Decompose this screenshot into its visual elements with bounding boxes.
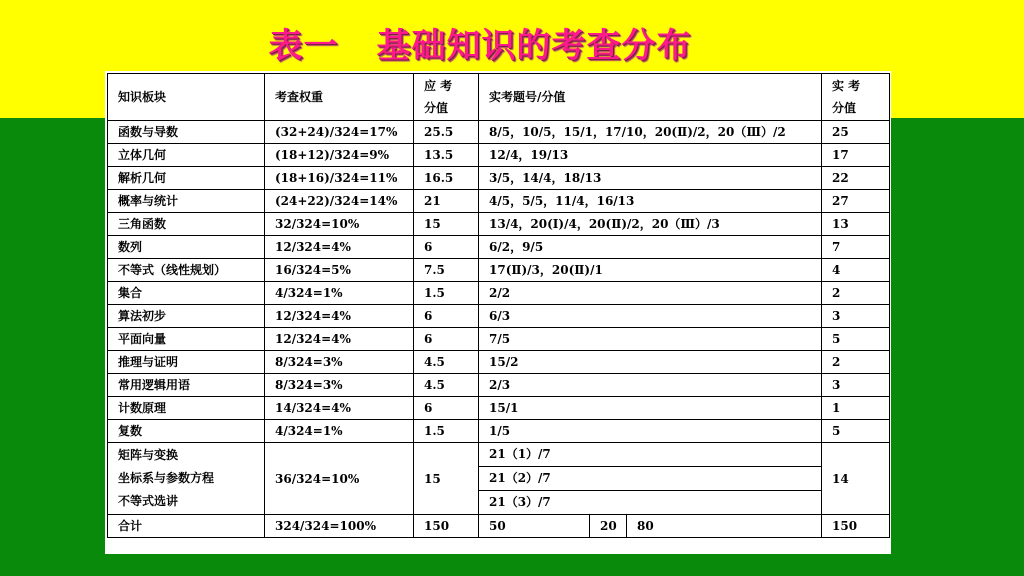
table-row-elective bbox=[108, 443, 890, 515]
cell-weight: 8/324=3% bbox=[265, 351, 414, 374]
table-row bbox=[108, 305, 890, 328]
cell-expected: 25.5 bbox=[414, 121, 479, 144]
cell-actual: 2 bbox=[822, 351, 890, 374]
cell-block: 复数 bbox=[108, 420, 265, 443]
cell-actual: 150 bbox=[822, 515, 890, 538]
cell-actual: 22 bbox=[822, 167, 890, 190]
cell-items: 13/4，20(Ⅰ)/4，20(Ⅱ)/2，20（Ⅲ）/3 bbox=[479, 213, 822, 236]
total-items-c: 80 bbox=[637, 519, 654, 533]
cell-expected: 6 bbox=[414, 236, 479, 259]
cell-block: 集合 bbox=[108, 282, 265, 305]
table-row bbox=[108, 167, 890, 190]
cell-expected: 4.5 bbox=[414, 351, 479, 374]
cell-total-label: 合计 bbox=[108, 515, 265, 538]
cell-actual: 4 bbox=[822, 259, 890, 282]
cell-block: 常用逻辑用语 bbox=[108, 374, 265, 397]
cell-items: 3/5，14/4，18/13 bbox=[479, 167, 822, 190]
cell-weight: 12/324=4% bbox=[265, 236, 414, 259]
elective-item: 21（1）/7 bbox=[479, 443, 821, 467]
cell-weight: 16/324=5% bbox=[265, 259, 414, 282]
header-expected bbox=[414, 74, 479, 121]
title-part1: 表一 bbox=[268, 26, 339, 66]
header-expected-line1: 应 考 bbox=[424, 79, 453, 93]
table-row bbox=[108, 351, 890, 374]
cell-weight: 12/324=4% bbox=[265, 328, 414, 351]
cell-expected: 7.5 bbox=[414, 259, 479, 282]
cell-items-split bbox=[479, 515, 822, 538]
header-items: 实考题号/分值 bbox=[479, 74, 822, 121]
cell-items: 2/2 bbox=[479, 282, 822, 305]
cell-weight: 324/324=100% bbox=[265, 515, 414, 538]
table-row bbox=[108, 397, 890, 420]
cell-items: 15/1 bbox=[479, 397, 822, 420]
cell-weight: 12/324=4% bbox=[265, 305, 414, 328]
cell-block-stack bbox=[108, 443, 265, 515]
cell-expected: 6 bbox=[414, 328, 479, 351]
cell-weight: (18+16)/324=11% bbox=[265, 167, 414, 190]
cell-actual: 27 bbox=[822, 190, 890, 213]
cell-actual: 2 bbox=[822, 282, 890, 305]
cell-block: 平面向量 bbox=[108, 328, 265, 351]
cell-weight: 36/324=10% bbox=[265, 443, 414, 515]
header-block: 知识板块 bbox=[108, 74, 265, 121]
table-row bbox=[108, 121, 890, 144]
cell-actual: 3 bbox=[822, 305, 890, 328]
cell-expected: 4.5 bbox=[414, 374, 479, 397]
cell-weight: 8/324=3% bbox=[265, 374, 414, 397]
header-actual-line1: 实 考 bbox=[832, 79, 861, 93]
cell-weight: 4/324=1% bbox=[265, 282, 414, 305]
cell-block: 立体几何 bbox=[108, 144, 265, 167]
table-row bbox=[108, 144, 890, 167]
cell-block: 数列 bbox=[108, 236, 265, 259]
elective-block-label: 坐标系与参数方程 bbox=[118, 471, 215, 485]
table-row bbox=[108, 328, 890, 351]
slide-title bbox=[0, 18, 960, 67]
cell-expected: 16.5 bbox=[414, 167, 479, 190]
table-row bbox=[108, 213, 890, 236]
cell-weight: (18+12)/324=9% bbox=[265, 144, 414, 167]
total-items-a: 50 bbox=[479, 515, 590, 537]
cell-expected: 1.5 bbox=[414, 420, 479, 443]
header-actual-line2: 分值 bbox=[832, 101, 857, 115]
distribution-table bbox=[107, 73, 890, 538]
cell-items: 8/5，10/5，15/1，17/10，20(Ⅱ)/2，20（Ⅲ）/2 bbox=[479, 121, 822, 144]
cell-block: 算法初步 bbox=[108, 305, 265, 328]
cell-actual: 1 bbox=[822, 397, 890, 420]
cell-expected: 6 bbox=[414, 397, 479, 420]
cell-weight: 32/324=10% bbox=[265, 213, 414, 236]
cell-actual: 3 bbox=[822, 374, 890, 397]
header-weight: 考查权重 bbox=[265, 74, 414, 121]
cell-expected: 21 bbox=[414, 190, 479, 213]
total-items-split bbox=[479, 515, 821, 537]
cell-actual: 7 bbox=[822, 236, 890, 259]
elective-item: 21（2）/7 bbox=[479, 467, 821, 491]
cell-weight: 4/324=1% bbox=[265, 420, 414, 443]
table-row bbox=[108, 236, 890, 259]
distribution-table-panel bbox=[105, 71, 891, 554]
cell-items: 7/5 bbox=[479, 328, 822, 351]
table-row bbox=[108, 374, 890, 397]
cell-items: 15/2 bbox=[479, 351, 822, 374]
header-actual bbox=[822, 74, 890, 121]
table-header-row bbox=[108, 74, 890, 121]
cell-block: 函数与导数 bbox=[108, 121, 265, 144]
cell-actual: 14 bbox=[822, 443, 890, 515]
cell-items: 4/5，5/5，11/4，16/13 bbox=[479, 190, 822, 213]
table-row bbox=[108, 190, 890, 213]
cell-items: 17(Ⅱ)/3，20(Ⅱ)/1 bbox=[479, 259, 822, 282]
cell-block: 计数原理 bbox=[108, 397, 265, 420]
title-part2: 基础知识的考查分布 bbox=[376, 26, 692, 66]
cell-block: 推理与证明 bbox=[108, 351, 265, 374]
table-row bbox=[108, 420, 890, 443]
total-items-b: 20 bbox=[590, 515, 627, 537]
cell-block: 概率与统计 bbox=[108, 190, 265, 213]
table-row-total bbox=[108, 515, 890, 538]
cell-items: 1/5 bbox=[479, 420, 822, 443]
cell-items: 6/3 bbox=[479, 305, 822, 328]
cell-actual: 5 bbox=[822, 420, 890, 443]
cell-items-stack bbox=[479, 443, 822, 515]
cell-actual: 25 bbox=[822, 121, 890, 144]
cell-items: 2/3 bbox=[479, 374, 822, 397]
elective-item: 21（3）/7 bbox=[489, 495, 551, 509]
cell-expected: 15 bbox=[414, 443, 479, 515]
cell-expected: 13.5 bbox=[414, 144, 479, 167]
table-row bbox=[108, 259, 890, 282]
cell-items: 6/2，9/5 bbox=[479, 236, 822, 259]
cell-actual: 17 bbox=[822, 144, 890, 167]
cell-block: 解析几何 bbox=[108, 167, 265, 190]
elective-block-label: 不等式选讲 bbox=[118, 494, 179, 508]
cell-block: 三角函数 bbox=[108, 213, 265, 236]
cell-expected: 15 bbox=[414, 213, 479, 236]
header-expected-line2: 分值 bbox=[424, 101, 449, 115]
cell-expected: 6 bbox=[414, 305, 479, 328]
cell-weight: 14/324=4% bbox=[265, 397, 414, 420]
cell-actual: 13 bbox=[822, 213, 890, 236]
cell-expected: 150 bbox=[414, 515, 479, 538]
elective-block-label: 矩阵与变换 bbox=[118, 448, 179, 462]
cell-expected: 1.5 bbox=[414, 282, 479, 305]
cell-weight: (32+24)/324=17% bbox=[265, 121, 414, 144]
table-row bbox=[108, 282, 890, 305]
cell-items: 12/4，19/13 bbox=[479, 144, 822, 167]
cell-actual: 5 bbox=[822, 328, 890, 351]
cell-weight: (24+22)/324=14% bbox=[265, 190, 414, 213]
cell-block: 不等式（线性规划） bbox=[108, 259, 265, 282]
